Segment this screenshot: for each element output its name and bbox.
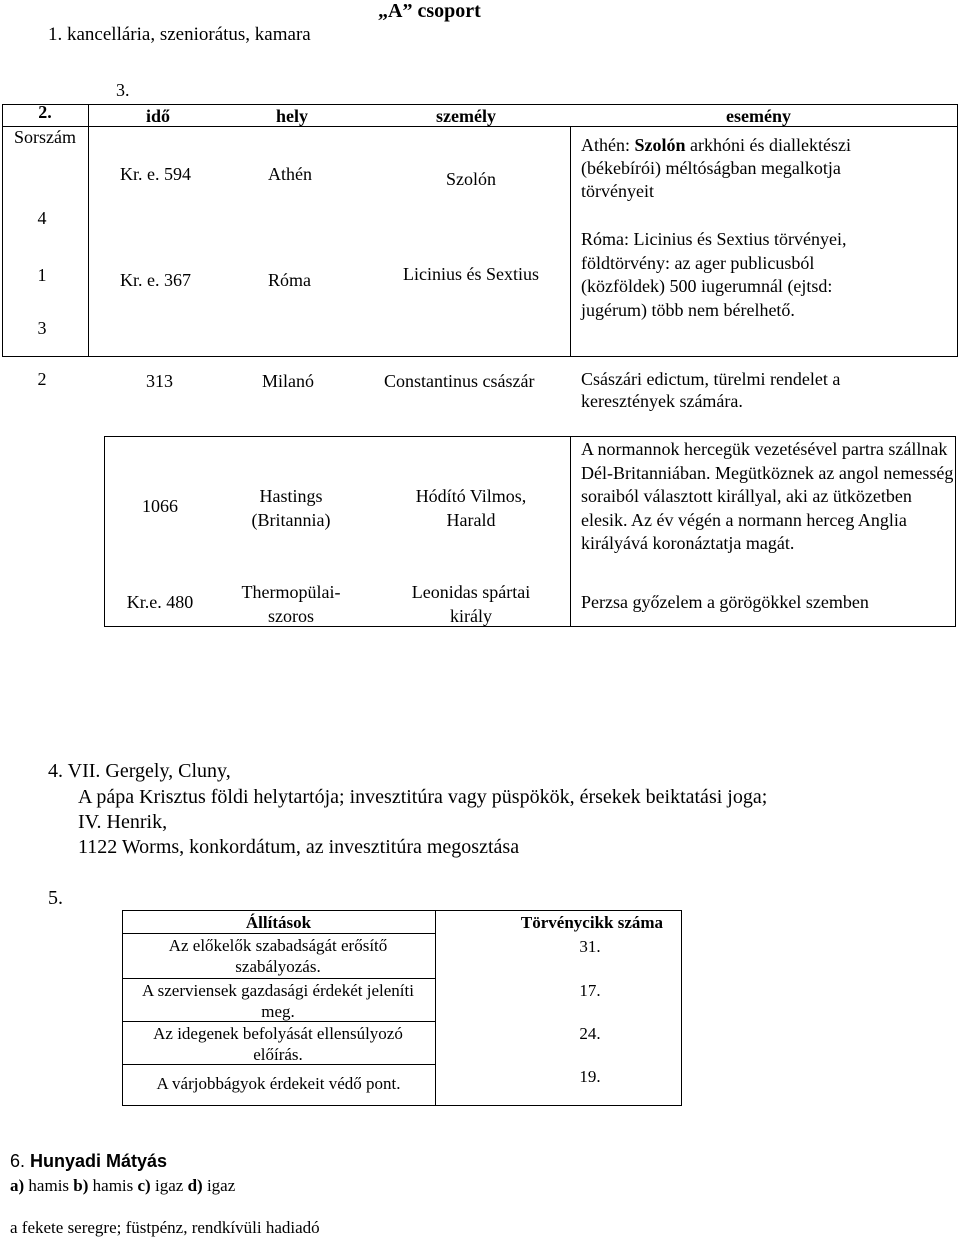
order-value-4: 2 [37,369,47,389]
task-5-row-1-allitas: Az előkelők szabadságát erősítő szabályozás. [168,936,388,976]
row-2-ido: Kr. e. 367 [120,270,191,290]
task-5-row-2-szam: 17. [579,981,601,1000]
row-1-hely: Athén [268,164,312,184]
row-3-esemeny: Császári edictum, türelmi rendelet a keresztények számára. [581,369,841,411]
box-row-2-esemeny: Perzsa győzelem a görögökkel szemben [581,592,869,612]
box-row-1-szemely: Hódító Vilmos, Harald [415,486,527,530]
row-2-hely: Róma [268,270,311,290]
box-row-2-hely: Thermopülai-szoros [241,582,341,626]
task-4-line-1: 4. VII. Gergely, Cluny, [48,760,231,782]
row-3-szemely: Constantinus császár [384,371,535,391]
task-6-answers: a) hamis b) hamis c) igaz d) igaz [10,1176,236,1195]
box-row-2-szemely: Leonidas spártai király [411,582,531,626]
task-6-heading: 6. Hunyadi Mátyás [10,1151,168,1171]
row-1-ido: Kr. e. 594 [120,164,191,184]
row-2-szemely: Licinius és Sextius [403,264,539,284]
item-1-text: 1. kancellária, szeniorátus, kamara [48,24,311,45]
row-3-ido: 313 [146,371,173,391]
task-5-header-torvenycikk: Törvénycikk száma [520,913,664,932]
task-5-row-1-szam: 31. [579,937,601,956]
row-1-szemely: Szolón [445,169,496,189]
sorszam-label: Sorszám [14,127,76,147]
task-5-number: 5. [48,887,63,909]
task-5-row-4-szam: 19. [579,1067,601,1086]
col-header-ido: idő [146,106,171,126]
box-row-1-hely: Hastings (Britannia) [251,486,331,530]
task-4-line-2: A pápa Krisztus földi helytartója; invesztitúra vagy püspökök, érsekek beiktatási joga; [78,786,768,808]
group-title: „A” csoport [378,0,481,22]
task-6-last-line: a fekete seregre; füstpénz, rendkívüli hadiadó [10,1218,320,1237]
box-row-2-ido: Kr.e. 480 [126,592,194,612]
box-row-1-ido: 1066 [142,496,178,516]
task-5-row-2-allitas: A szerviensek gazdasági érdekét jeleníti meg. [142,981,414,1021]
task-2-number: 2. [38,102,52,122]
row-1-esemeny: Athén: Szolón arkhóni és diallektészi (békebírói) méltóságban megalkotja törvényeit [581,135,851,201]
order-value-1: 4 [37,208,47,228]
task-3-number: 3. [116,80,130,100]
task-5-row-3-szam: 24. [579,1024,601,1043]
col-header-hely: hely [276,106,309,126]
task-4-line-4: 1122 Worms, konkordátum, az invesztitúra megosztása [78,836,520,858]
box-row-1-esemeny: A normannok hercegük vezetésével partra szállnak Dél-Britanniában. Megütköznek az angol nemesség soraiból választott királlyal, aki az ütközetben elesik. Az év végén a normann herceg Anglia királyává koronáztatja magát. [581,439,954,553]
col-header-esemeny: esemény [726,106,791,126]
task-5-row-3-allitas: Az idegenek befolyását ellensúlyozó előírás. [153,1024,403,1064]
row-3-hely: Milanó [262,371,314,391]
task-4-line-3: IV. Henrik, [78,811,168,833]
order-value-3: 3 [37,318,47,338]
task-5-row-4-allitas: A várjobbágyok érdekeit védő pont. [156,1074,401,1093]
order-value-2: 1 [37,265,47,285]
col-header-szemely: személy [436,106,496,126]
row-2-esemeny: Róma: Licinius és Sextius törvényei, földtörvény: az ager publicusból (közföldek) 500 iugerumnál (ejtsd: jugérum) több nem bérelhető. [581,229,847,320]
task-5-header-allitasok: Állítások [245,913,312,932]
